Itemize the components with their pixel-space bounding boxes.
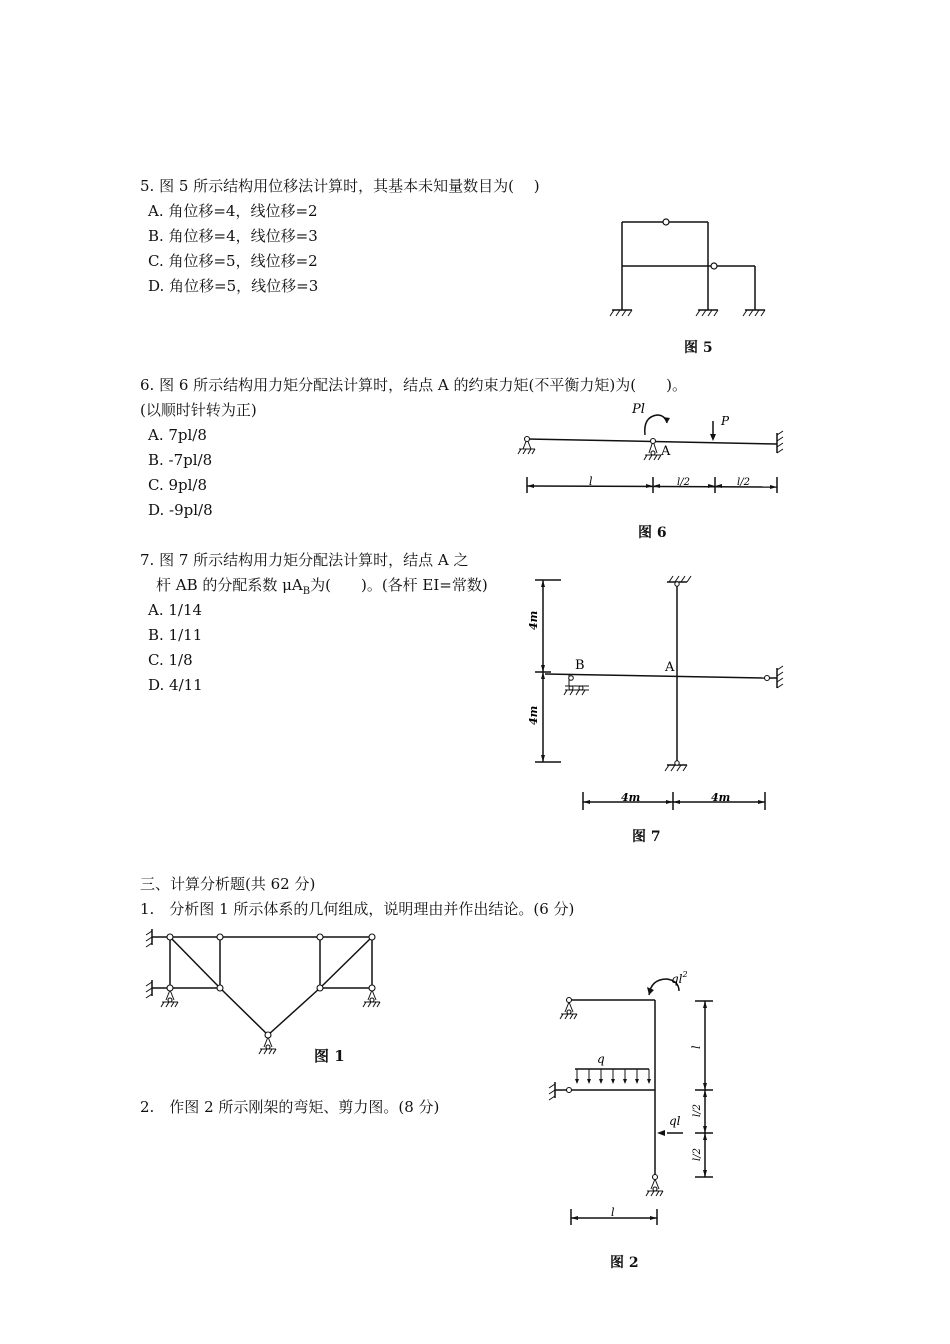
q6-stem: 6. 图 6 所示结构用力矩分配法计算时，结点 A 的约束力矩(不平衡力矩)为( )。 [140,376,687,394]
figure-2 [545,965,725,1230]
figure-6 [515,395,795,505]
q6-option-d: D. -9pl/8 [148,501,213,519]
q7-option-b: B. 1/11 [148,626,203,644]
q6-option-a: A. 7pl/8 [148,426,207,444]
fig6-force-label: P [721,414,730,428]
fig2-dim-l-v: l [690,1045,703,1049]
q5-stem: 5. 图 5 所示结构用位移法计算时，其基本未知量数目为( ) [140,177,540,195]
fig7-dim-v1: 4m [527,610,540,630]
figure-7 [525,570,795,820]
figure-5-caption: 图 5 [684,340,713,356]
fig6-node-label: A [661,444,671,459]
fig6-dim-half2: l/2 [737,477,750,488]
fig7-node-a: A [665,660,675,675]
fig2-force-label: ql [669,1114,681,1128]
q5-option-d: D. 角位移=5，线位移=3 [148,277,319,295]
section3-heading: 三、计算分析题(共 62 分) [140,875,316,893]
section3-q1: 1. 分析图 1 所示体系的几何组成，说明理由并作出结论。(6 分) [140,900,575,918]
q5-option-b: B. 角位移=4，线位移=3 [148,227,318,245]
fig2-dim-half1: l/2 [692,1104,703,1117]
figure-1 [140,925,390,1060]
figure-2-caption: 图 2 [610,1255,639,1271]
section3-q2: 2. 作图 2 所示刚架的弯矩、剪力图。(8 分) [140,1098,440,1116]
q6-option-c: C. 9pl/8 [148,476,208,494]
q5-option-a: A. 角位移=4，线位移=2 [148,202,318,220]
fig2-dim-l-h: l [611,1206,615,1219]
q7-option-d: D. 4/11 [148,676,203,694]
q7-stem-line2: 杆 AB 的分配系数 $\mu A_B$为( )。(各杆 EI=常数) [156,576,488,597]
fig6-dim-half1: l/2 [677,477,690,488]
fig2-q-label: q [597,1052,605,1066]
figure-5 [600,210,780,325]
fig6-moment-label: Pl [632,402,645,417]
fig7-dim-v2: 4m [527,705,540,725]
q7-option-c: C. 1/8 [148,651,193,669]
fig2-dim-half2: l/2 [692,1148,703,1161]
fig2-moment-label: $ql^2$ [671,970,688,986]
fig7-dim-h2: 4m [711,791,731,804]
fig6-dim-l: l [589,475,593,488]
q6-note: (以顺时针转为正) [140,401,257,419]
q5-option-c: C. 角位移=5，线位移=2 [148,252,318,270]
figure-6-caption: 图 6 [638,525,667,541]
q7-option-a: A. 1/14 [148,601,203,619]
figure-7-caption: 图 7 [632,829,661,845]
fig7-node-b: B [575,658,585,673]
figure-1-caption: 图 1 [314,1047,345,1065]
fig7-dim-h1: 4m [621,791,641,804]
q6-option-b: B. -7pl/8 [148,451,213,469]
q7-stem-line1: 7. 图 7 所示结构用力矩分配法计算时，结点 A 之 [140,551,469,569]
